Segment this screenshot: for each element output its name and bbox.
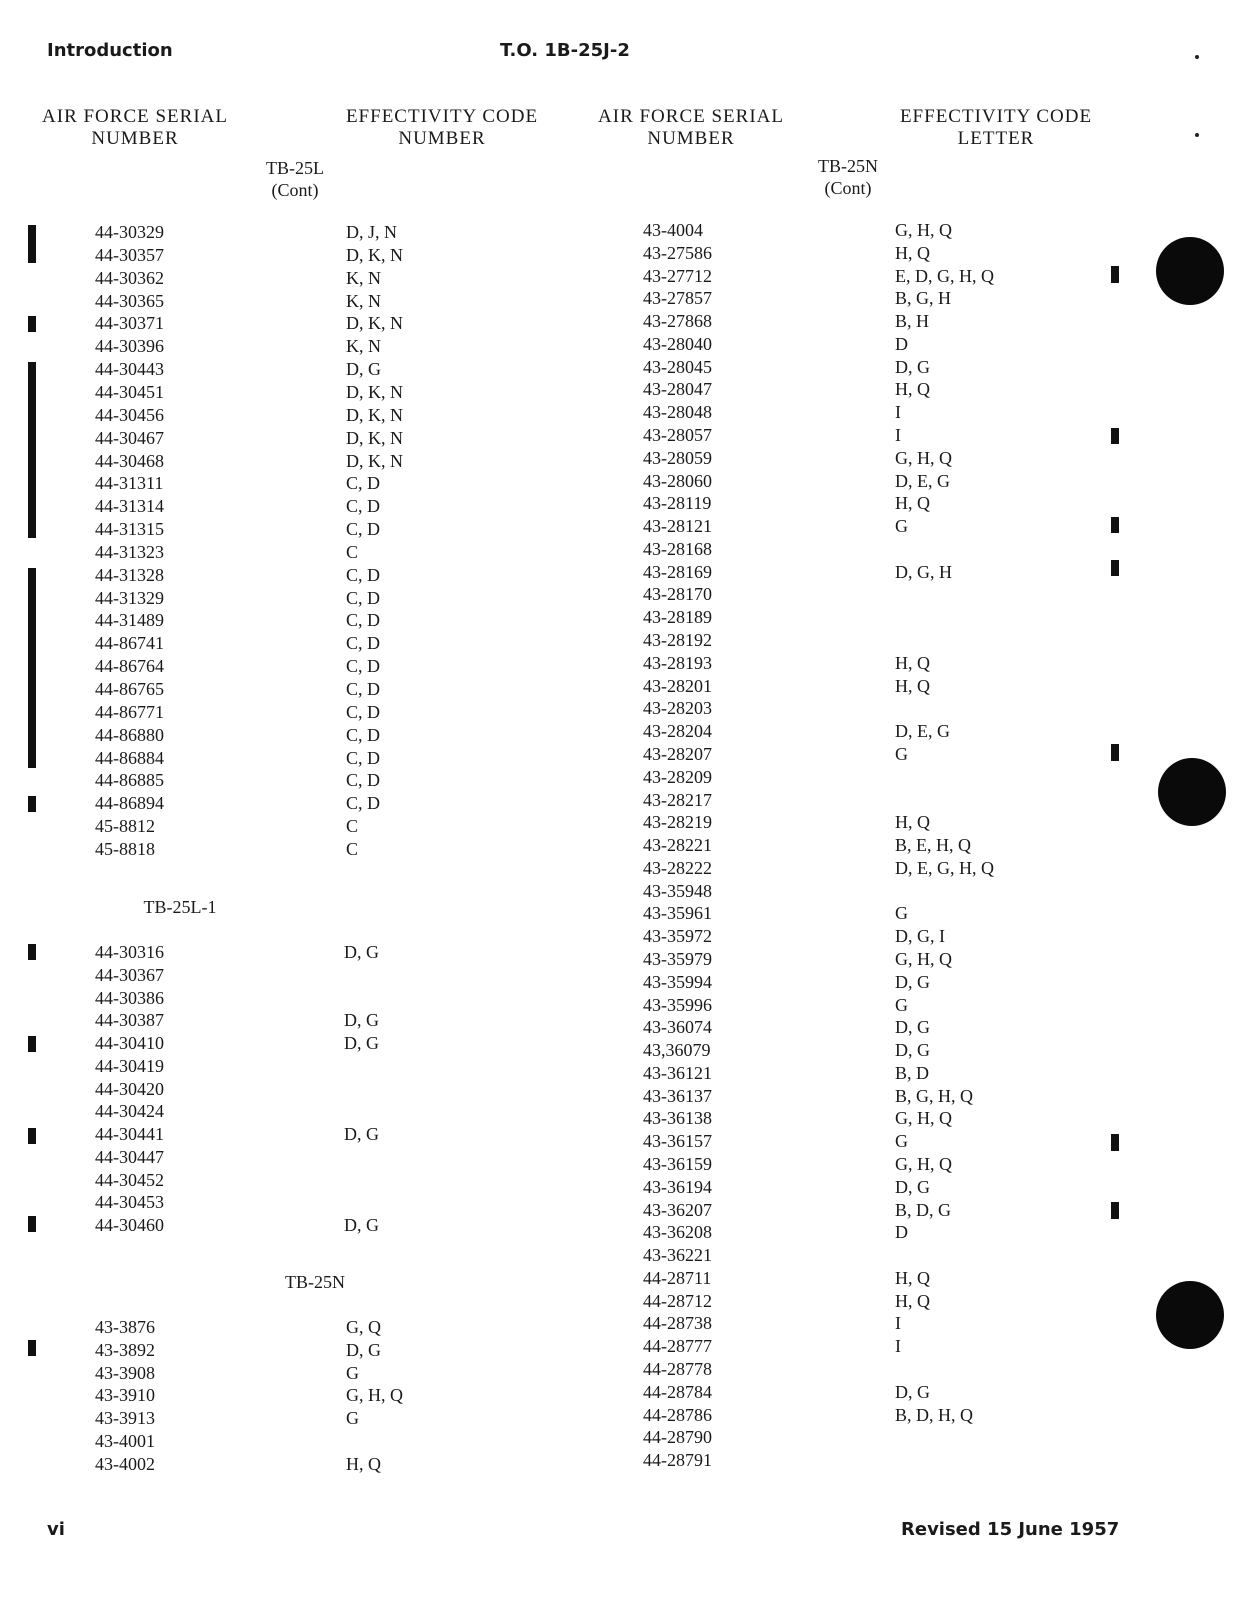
effectivity-code: H, Q bbox=[346, 1453, 381, 1474]
revision-bar bbox=[1111, 266, 1119, 283]
effectivity-code: G bbox=[895, 994, 908, 1015]
effectivity-code: C, D bbox=[346, 473, 381, 494]
serial-number: 43-3910 bbox=[95, 1385, 155, 1406]
header-line: NUMBER bbox=[647, 128, 735, 149]
serial-number: 44-28784 bbox=[643, 1381, 712, 1402]
serial-number: 43-36208 bbox=[643, 1222, 712, 1243]
margin-dot bbox=[1195, 55, 1199, 59]
effectivity-code: D, G bbox=[895, 1017, 930, 1038]
effectivity-code: D, G bbox=[895, 1176, 930, 1197]
serial-number: 43-35979 bbox=[643, 948, 712, 969]
serial-number: 43-3908 bbox=[95, 1362, 155, 1383]
effectivity-code: D, G bbox=[344, 1124, 379, 1144]
effectivity-code: B, H bbox=[895, 311, 930, 332]
serial-number: 43-35948 bbox=[643, 880, 712, 901]
effectivity-code: G, H, Q bbox=[895, 220, 952, 240]
left-code-header bbox=[333, 106, 551, 150]
effectivity-code: G, H, Q bbox=[346, 1385, 403, 1406]
serial-number: 44-30456 bbox=[95, 404, 164, 425]
effectivity-code: D, E, G bbox=[895, 470, 950, 491]
serial-number: 44-30468 bbox=[95, 450, 164, 471]
serial-number: 44-30420 bbox=[95, 1078, 164, 1099]
effectivity-code: D bbox=[895, 333, 908, 354]
effectivity-code: B, G, H bbox=[895, 288, 952, 309]
margin-dot bbox=[1195, 133, 1199, 137]
serial-number: 44-86771 bbox=[95, 701, 164, 722]
effectivity-code: D, G bbox=[346, 359, 381, 380]
effectivity-code: G bbox=[895, 903, 908, 924]
revision-bar bbox=[28, 1340, 36, 1356]
effectivity-code: C bbox=[346, 541, 359, 562]
binder-hole bbox=[1156, 237, 1224, 305]
serial-number: 45-8812 bbox=[95, 816, 155, 837]
revision-bar bbox=[1111, 1202, 1119, 1219]
effectivity-code: C, D bbox=[346, 519, 381, 540]
header-line: EFFECTIVITY CODE bbox=[345, 106, 539, 127]
serial-number: 44-30367 bbox=[95, 964, 164, 985]
serial-number: 43,36079 bbox=[643, 1040, 711, 1061]
effectivity-code: D, G bbox=[895, 1040, 930, 1061]
effectivity-code: C, D bbox=[346, 793, 381, 814]
serial-number: 43-28203 bbox=[643, 698, 712, 719]
revision-bar bbox=[28, 362, 36, 538]
serial-number: 43-28040 bbox=[643, 333, 712, 354]
effectivity-code: B, D, H, Q bbox=[895, 1404, 974, 1425]
header-line: AIR FORCE SERIAL bbox=[598, 106, 784, 127]
serial-number: 44-28777 bbox=[643, 1336, 712, 1357]
effectivity-code: C, D bbox=[346, 610, 381, 631]
effectivity-code: B, D, G bbox=[895, 1199, 952, 1220]
serial-number: 44-30419 bbox=[95, 1055, 164, 1076]
revision-bar bbox=[1111, 517, 1119, 533]
effectivity-code: C, D bbox=[346, 496, 381, 517]
serial-number: 43-28222 bbox=[643, 857, 712, 878]
effectivity-code: D, G bbox=[344, 1010, 379, 1031]
serial-number: 43-27857 bbox=[643, 288, 712, 309]
serial-number: 43-36159 bbox=[643, 1153, 712, 1174]
section-note: (Cont) bbox=[271, 180, 319, 200]
page-number: vi bbox=[47, 1519, 65, 1540]
serial-number: 43-28192 bbox=[643, 630, 712, 651]
serial-number: 44-31311 bbox=[95, 473, 164, 494]
effectivity-code: C bbox=[346, 816, 359, 837]
effectivity-code: H, Q bbox=[895, 1267, 930, 1288]
effectivity-code: D, G bbox=[895, 356, 930, 377]
serial-number: 43-27586 bbox=[643, 242, 712, 263]
serial-number: 44-86884 bbox=[95, 747, 164, 768]
serial-number: 44-31328 bbox=[95, 564, 164, 585]
revision-bar bbox=[1111, 744, 1119, 761]
serial-number: 44-30467 bbox=[95, 427, 164, 448]
effectivity-code: G, H, Q bbox=[895, 948, 952, 969]
serial-number: 44-86765 bbox=[95, 679, 164, 699]
effectivity-code: I bbox=[895, 1313, 901, 1334]
effectivity-code: D, K, N bbox=[346, 450, 403, 471]
effectivity-code: G, H, Q bbox=[895, 447, 952, 468]
serial-number: 44-30316 bbox=[95, 942, 164, 962]
effectivity-code: C, D bbox=[346, 587, 381, 608]
effectivity-code: H, Q bbox=[895, 675, 930, 696]
serial-number: 43-36074 bbox=[643, 1017, 712, 1038]
effectivity-code: D bbox=[895, 1222, 908, 1243]
effectivity-code: C, D bbox=[346, 633, 381, 654]
revision-bar bbox=[28, 1128, 36, 1144]
binder-hole bbox=[1156, 1281, 1224, 1349]
effectivity-code: H, Q bbox=[895, 812, 930, 833]
revision-date: Revised 15 June 1957 bbox=[901, 1519, 1120, 1540]
effectivity-code: H, Q bbox=[895, 242, 930, 263]
document-number: T.O. 1B-25J-2 bbox=[500, 40, 630, 61]
effectivity-code: C, D bbox=[346, 701, 381, 722]
effectivity-code: C, D bbox=[346, 747, 381, 768]
serial-number: 43-28059 bbox=[643, 447, 712, 468]
effectivity-code: D, G bbox=[346, 1339, 381, 1360]
serial-number: 44-30371 bbox=[95, 313, 164, 334]
effectivity-code: B, D bbox=[895, 1062, 930, 1083]
serial-number: 44-28790 bbox=[643, 1427, 712, 1448]
serial-number: 44-30357 bbox=[95, 244, 164, 265]
header-line: EFFECTIVITY CODE bbox=[899, 106, 1093, 127]
serial-number: 43-28209 bbox=[643, 766, 712, 787]
revision-bar bbox=[28, 316, 36, 332]
revision-bar bbox=[1111, 428, 1119, 444]
serial-number: 44-28778 bbox=[643, 1359, 712, 1379]
serial-number: 43-3876 bbox=[95, 1317, 155, 1337]
serial-number: 43-35972 bbox=[643, 926, 712, 947]
revision-bar bbox=[1111, 560, 1119, 576]
serial-number: 44-30387 bbox=[95, 1010, 164, 1031]
effectivity-code: D, E, G, H, Q bbox=[895, 857, 994, 878]
serial-number: 43-28169 bbox=[643, 561, 712, 582]
header-line: LETTER bbox=[957, 128, 1035, 149]
effectivity-code: G, H, Q bbox=[895, 1153, 952, 1174]
effectivity-code: D, K, N bbox=[346, 427, 403, 448]
effectivity-code: D, G bbox=[344, 942, 379, 962]
serial-number: 43-28193 bbox=[643, 652, 712, 673]
serial-number: 43-28221 bbox=[643, 835, 712, 856]
serial-number: 44-30424 bbox=[95, 1101, 164, 1122]
serial-number: 43-3892 bbox=[95, 1339, 155, 1360]
effectivity-code: H, Q bbox=[895, 1290, 930, 1311]
serial-number: 44-30329 bbox=[95, 222, 164, 242]
serial-number: 43-28045 bbox=[643, 356, 712, 377]
effectivity-code: D, G bbox=[344, 1033, 379, 1053]
serial-number: 43-36121 bbox=[643, 1062, 712, 1083]
serial-number: 44-30410 bbox=[95, 1033, 164, 1053]
section-label: TB-25L bbox=[266, 158, 324, 178]
effectivity-code: B, G, H, Q bbox=[895, 1085, 974, 1106]
effectivity-code: D, G, I bbox=[895, 926, 945, 947]
serial-number: 43-36194 bbox=[643, 1176, 712, 1197]
serial-number: 43-4001 bbox=[95, 1431, 155, 1451]
effectivity-code: D, K, N bbox=[346, 381, 403, 402]
serial-number: 44-30386 bbox=[95, 987, 164, 1008]
serial-number: 43-35994 bbox=[643, 971, 712, 992]
serial-number: 43-28119 bbox=[643, 493, 712, 514]
serial-number: 43-36157 bbox=[643, 1131, 712, 1152]
header-line: NUMBER bbox=[398, 128, 486, 149]
section-label: TB-25N bbox=[818, 156, 878, 176]
serial-number: 43-28170 bbox=[643, 584, 712, 605]
effectivity-code: D, K, N bbox=[346, 244, 403, 265]
effectivity-code: G bbox=[895, 743, 908, 764]
right-serial-header bbox=[593, 106, 789, 150]
serial-number: 44-31329 bbox=[95, 587, 164, 608]
revision-bar bbox=[28, 944, 36, 960]
serial-number: 44-31489 bbox=[95, 610, 164, 631]
effectivity-code: B, E, H, Q bbox=[895, 835, 971, 856]
serial-number: 43-28204 bbox=[643, 721, 712, 742]
effectivity-code: D, G, H bbox=[895, 561, 952, 582]
serial-number: 44-28712 bbox=[643, 1290, 712, 1311]
serial-number: 43-36207 bbox=[643, 1199, 712, 1220]
serial-number: 44-31315 bbox=[95, 519, 164, 540]
serial-number: 43-28207 bbox=[643, 743, 712, 764]
effectivity-code: C, D bbox=[346, 564, 381, 585]
serial-number: 43-28121 bbox=[643, 516, 712, 537]
serial-number: 43-35961 bbox=[643, 903, 712, 924]
effectivity-code: C, D bbox=[346, 770, 381, 791]
serial-number: 44-86885 bbox=[95, 770, 164, 791]
header-line: NUMBER bbox=[91, 128, 179, 149]
serial-number: 44-30452 bbox=[95, 1169, 164, 1190]
serial-number: 44-86880 bbox=[95, 724, 164, 745]
serial-number: 43-28189 bbox=[643, 607, 712, 628]
effectivity-code: I bbox=[895, 425, 901, 446]
header-line: AIR FORCE SERIAL bbox=[42, 106, 228, 127]
serial-number: 44-30396 bbox=[95, 336, 164, 357]
serial-number: 43-27712 bbox=[643, 265, 712, 286]
serial-number: 43-36137 bbox=[643, 1085, 712, 1106]
serial-number: 44-30451 bbox=[95, 381, 164, 402]
binder-hole bbox=[1158, 758, 1226, 826]
effectivity-code: C, D bbox=[346, 724, 381, 745]
serial-number: 44-86741 bbox=[95, 633, 164, 654]
serial-number: 44-31314 bbox=[95, 496, 164, 517]
serial-number: 43-4002 bbox=[95, 1453, 155, 1474]
section-note: (Cont) bbox=[824, 178, 872, 198]
serial-number: 44-31323 bbox=[95, 541, 164, 562]
serial-number: 44-28738 bbox=[643, 1313, 712, 1334]
serial-number: 44-28786 bbox=[643, 1404, 712, 1425]
effectivity-code: K, N bbox=[346, 336, 381, 357]
serial-number: 44-28711 bbox=[643, 1267, 712, 1288]
left-serial-header bbox=[40, 106, 230, 150]
effectivity-code: G bbox=[346, 1408, 359, 1429]
revision-bar bbox=[1111, 1134, 1119, 1151]
effectivity-code: D, J, N bbox=[346, 222, 398, 242]
serial-number: 43-28217 bbox=[643, 789, 712, 810]
serial-number: 44-28791 bbox=[643, 1450, 712, 1471]
serial-number: 43-28048 bbox=[643, 402, 712, 423]
serial-number: 44-30365 bbox=[95, 290, 164, 311]
effectivity-code: G, H, Q bbox=[895, 1108, 952, 1129]
effectivity-code: C, D bbox=[346, 656, 381, 677]
serial-number: 43-4004 bbox=[643, 220, 703, 240]
effectivity-code: C, D bbox=[346, 679, 381, 699]
serial-number: 43-28168 bbox=[643, 538, 712, 559]
serial-number: 43-28057 bbox=[643, 425, 712, 446]
revision-bar bbox=[28, 1216, 36, 1232]
right-code-header bbox=[887, 106, 1105, 150]
serial-number: 44-86764 bbox=[95, 656, 164, 677]
revision-bar bbox=[28, 225, 36, 263]
serial-number: 43-36221 bbox=[643, 1245, 712, 1266]
serial-number: 44-30447 bbox=[95, 1146, 164, 1167]
serial-number: 44-30441 bbox=[95, 1124, 164, 1144]
serial-number: 43-28219 bbox=[643, 812, 712, 833]
effectivity-code: D, G bbox=[344, 1215, 379, 1235]
section-title: Introduction bbox=[47, 40, 173, 61]
serial-number: 43-28201 bbox=[643, 675, 712, 696]
serial-number: 43-28047 bbox=[643, 379, 712, 400]
effectivity-code: D, K, N bbox=[346, 404, 403, 425]
effectivity-code: E, D, G, H, Q bbox=[895, 265, 994, 286]
serial-number: 43-36138 bbox=[643, 1108, 712, 1129]
effectivity-code: H, Q bbox=[895, 652, 930, 673]
serial-number: 44-30362 bbox=[95, 267, 164, 288]
effectivity-code: G bbox=[895, 516, 908, 537]
section-tb25n: TB-25N bbox=[285, 1272, 345, 1292]
effectivity-code: D, K, N bbox=[346, 313, 403, 334]
section-tb25n-cont bbox=[803, 155, 893, 199]
effectivity-code: D, G bbox=[895, 1381, 930, 1402]
section-tb25l-cont bbox=[250, 157, 340, 201]
effectivity-code: I bbox=[895, 1336, 901, 1357]
serial-number: 43-35996 bbox=[643, 994, 712, 1015]
serial-number: 45-8818 bbox=[95, 838, 155, 859]
effectivity-code: C bbox=[346, 838, 359, 859]
effectivity-code: I bbox=[895, 402, 901, 423]
revision-bar bbox=[28, 796, 36, 812]
serial-number: 44-86894 bbox=[95, 793, 164, 814]
effectivity-code: H, Q bbox=[895, 493, 930, 514]
effectivity-code: G bbox=[346, 1362, 359, 1383]
serial-number: 43-3913 bbox=[95, 1408, 155, 1429]
serial-number: 44-30460 bbox=[95, 1215, 164, 1235]
serial-number: 44-30443 bbox=[95, 359, 164, 380]
section-tb25l1: TB-25L-1 bbox=[143, 897, 217, 917]
effectivity-code: D, E, G bbox=[895, 721, 950, 742]
effectivity-code: K, N bbox=[346, 267, 381, 288]
effectivity-code: G bbox=[895, 1131, 908, 1152]
effectivity-code: K, N bbox=[346, 290, 381, 311]
serial-number: 43-27868 bbox=[643, 311, 712, 332]
revision-bar bbox=[28, 568, 36, 768]
revision-bar bbox=[28, 1036, 36, 1052]
effectivity-code: D, G bbox=[895, 971, 930, 992]
effectivity-code: G, Q bbox=[346, 1317, 381, 1337]
effectivity-code: H, Q bbox=[895, 379, 930, 400]
serial-number: 44-30453 bbox=[95, 1192, 164, 1213]
serial-number: 43-28060 bbox=[643, 470, 712, 491]
